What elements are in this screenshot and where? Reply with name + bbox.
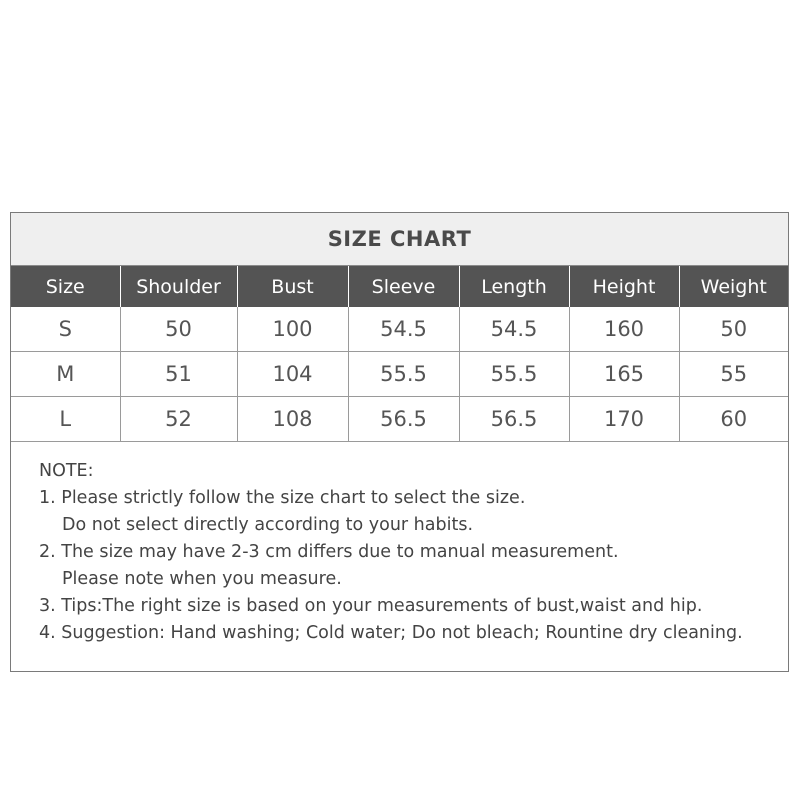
column-header-length: Length	[459, 266, 569, 307]
table-row	[11, 307, 788, 352]
table-cell: 52	[120, 397, 237, 442]
note-item-2: 2. The size may have 2-3 cm differs due to manual measurement.	[39, 542, 619, 562]
table-cell: 60	[679, 397, 788, 442]
chart-title: SIZE CHART	[11, 213, 788, 266]
column-header-bust: Bust	[237, 266, 348, 307]
notes-heading: NOTE:	[39, 461, 94, 481]
table-cell: 104	[237, 352, 348, 397]
column-header-shoulder: Shoulder	[120, 266, 237, 307]
table-cell: 54.5	[348, 307, 459, 352]
note-item-4: 4. Suggestion: Hand washing; Cold water; Do not bleach; Rountine dry cleaning.	[39, 623, 743, 643]
size-chart	[10, 212, 789, 672]
table-cell: 50	[679, 307, 788, 352]
column-header-size: Size	[11, 266, 120, 307]
table-row	[11, 352, 788, 397]
table-cell: 51	[120, 352, 237, 397]
table-cell: 165	[569, 352, 679, 397]
size-table	[11, 266, 788, 442]
table-cell: 55.5	[348, 352, 459, 397]
column-header-height: Height	[569, 266, 679, 307]
column-header-sleeve: Sleeve	[348, 266, 459, 307]
table-cell: 160	[569, 307, 679, 352]
table-cell: 100	[237, 307, 348, 352]
table-cell: S	[11, 307, 120, 352]
table-cell: 50	[120, 307, 237, 352]
table-cell: M	[11, 352, 120, 397]
table-cell: 55.5	[459, 352, 569, 397]
note-item-3: 3. Tips:The right size is based on your measurements of bust,waist and hip.	[39, 596, 703, 616]
table-cell: 170	[569, 397, 679, 442]
note-item-1-continued: Do not select directly according to your habits.	[62, 515, 474, 535]
notes-section	[11, 442, 788, 647]
column-header-weight: Weight	[679, 266, 788, 307]
table-cell: 56.5	[459, 397, 569, 442]
table-cell: 56.5	[348, 397, 459, 442]
note-item-1: 1. Please strictly follow the size chart to select the size.	[39, 488, 526, 508]
table-cell: 55	[679, 352, 788, 397]
table-row	[11, 397, 788, 442]
table-cell: L	[11, 397, 120, 442]
table-header-row	[11, 266, 788, 307]
table-cell: 54.5	[459, 307, 569, 352]
table-cell: 108	[237, 397, 348, 442]
note-item-2-continued: Please note when you measure.	[62, 569, 342, 589]
